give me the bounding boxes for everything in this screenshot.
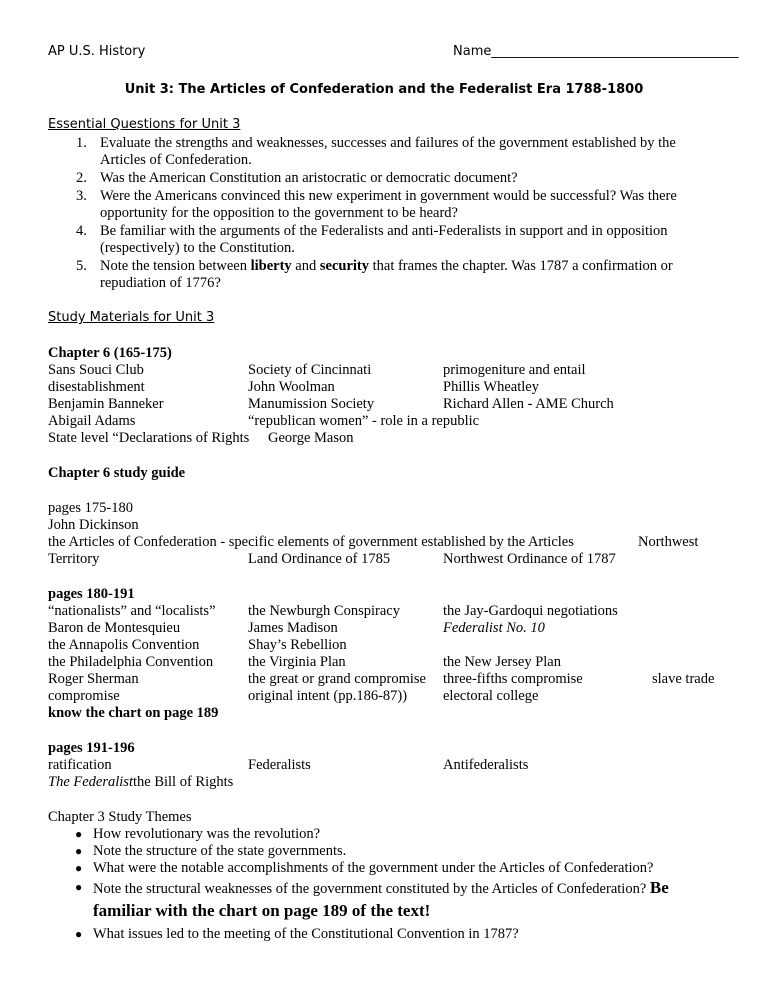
question-text: Be familiar with the arguments of the Federalists and anti-Federalists in support and in opposition (respectively) to the Constitution. <box>100 223 668 256</box>
term: Richard Allen - AME Church <box>443 396 614 412</box>
term: the Articles of Confederation - specific elements of government established by the Articles <box>48 534 574 550</box>
essential-questions-heading: Essential Questions for Unit 3 <box>48 117 241 132</box>
term: the Jay-Gardoqui negotiations <box>443 603 618 619</box>
pages-180-191-label: pages 180-191 <box>48 586 135 602</box>
question-number: 4. <box>76 223 87 239</box>
term: Shay’s Rebellion <box>248 637 347 653</box>
term: John Woolman <box>248 379 335 395</box>
term: Phillis Wheatley <box>443 379 539 395</box>
term: Northwest <box>638 534 699 550</box>
chapter-6-study-guide-heading: Chapter 6 study guide <box>48 465 186 481</box>
question-number: 2. <box>76 170 87 186</box>
question-text: Were the Americans convinced this new experiment in government would be successful? Was there opportunity for the opposition to the government to be heard? <box>100 188 677 221</box>
study-themes-heading: Chapter 3 Study Themes <box>48 809 192 825</box>
term: three-fifths compromise <box>443 671 583 687</box>
theme-item: ● Note the structure of the state governments. <box>75 843 347 859</box>
chart-reminder: familiar with the chart on page 189 of the text! <box>93 901 431 920</box>
pages-191-196-label: pages 191-196 <box>48 740 135 756</box>
term: Territory <box>48 551 100 567</box>
name-field <box>453 44 738 59</box>
term: the Philadelphia Convention <box>48 654 214 670</box>
term: Society of Cincinnati <box>248 362 372 378</box>
term: the Annapolis Convention <box>48 637 200 653</box>
term: Northwest Ordinance of 1787 <box>443 551 616 567</box>
name-label: Name <box>453 44 492 59</box>
chart-note: know the chart on page 189 <box>48 705 219 721</box>
term: Baron de Montesquieu <box>48 620 181 636</box>
question-text: Was the American Constitution an aristocratic or democratic document? <box>100 170 518 186</box>
bullet-icon: ● <box>75 927 83 941</box>
bullet-icon: ● <box>75 880 83 894</box>
question-number: 5. <box>76 258 87 274</box>
question-number: 3. <box>76 188 87 204</box>
bullet-icon: ● <box>75 827 83 841</box>
question-text: Evaluate the strengths and weaknesses, successes and failures of the government established by the Articles of Confederation. <box>100 135 676 168</box>
term: Federalist No. 10 <box>443 620 545 636</box>
term: Roger Sherman <box>48 671 139 687</box>
course-name: AP U.S. History <box>48 44 146 59</box>
term: John Dickinson <box>48 517 139 533</box>
term: Abigail Adams <box>48 413 136 429</box>
term: the Virginia Plan <box>248 654 346 670</box>
essential-question-5: 5. Note the tension between liberty and security that frames the chapter. Was 1787 a confirmation or repudiation of 1776? <box>76 258 673 291</box>
document-title: Unit 3: The Articles of Confederation and the Federalist Era 1788-1800 <box>124 82 644 97</box>
term: The Federalistthe Bill of Rights <box>48 774 234 790</box>
term: slave trade <box>652 671 715 687</box>
term: Antifederalists <box>443 757 529 773</box>
term: ratification <box>48 757 112 773</box>
study-materials-heading: Study Materials for Unit 3 <box>48 310 215 325</box>
term: State level “Declarations of Rights <box>48 430 250 446</box>
theme-item: ● What were the notable accomplishments of the government under the Articles of Confederation? <box>75 860 654 876</box>
liberty-term: liberty <box>250 258 292 274</box>
term: Benjamin Banneker <box>48 396 164 412</box>
bullet-icon: ● <box>75 844 83 858</box>
pages-175-180-label: pages 175-180 <box>48 500 133 516</box>
chapter-6-heading: Chapter 6 (165-175) <box>48 345 172 361</box>
bullet-icon: ● <box>75 861 83 875</box>
term: primogeniture and entail <box>443 362 586 378</box>
term: Land Ordinance of 1785 <box>248 551 391 567</box>
term: Manumission Society <box>248 396 375 412</box>
security-term: security <box>319 258 369 274</box>
term: Sans Souci Club <box>48 362 144 378</box>
essential-question-4 <box>76 223 710 257</box>
question-number: 1. <box>76 135 87 151</box>
theme-item: ● Note the structural weaknesses of the government constituted by the Articles of Confederation? Be familiar with the chart on page 189 of the text! <box>75 878 669 920</box>
essential-question-2 <box>76 170 710 187</box>
term: original intent (pp.186-87)) <box>248 688 408 704</box>
term: the Newburgh Conspiracy <box>248 603 400 619</box>
term: George Mason <box>268 430 354 446</box>
name-line: ______________________________________ <box>491 44 739 59</box>
essential-question-3 <box>76 188 710 222</box>
term: compromise <box>48 688 120 704</box>
term: the great or grand compromise <box>248 671 426 687</box>
term: Federalists <box>248 757 311 773</box>
term: electoral college <box>443 688 539 704</box>
term: James Madison <box>248 620 338 636</box>
essential-question-1 <box>76 135 710 169</box>
term: “republican women” - role in a republic <box>248 413 480 429</box>
theme-item: ● What issues led to the meeting of the Constitutional Convention in 1787? <box>75 926 519 942</box>
term: disestablishment <box>48 379 145 395</box>
term: “nationalists” and “localists” <box>48 603 216 619</box>
term: the New Jersey Plan <box>443 654 561 670</box>
theme-item: ● How revolutionary was the revolution? <box>75 826 321 842</box>
